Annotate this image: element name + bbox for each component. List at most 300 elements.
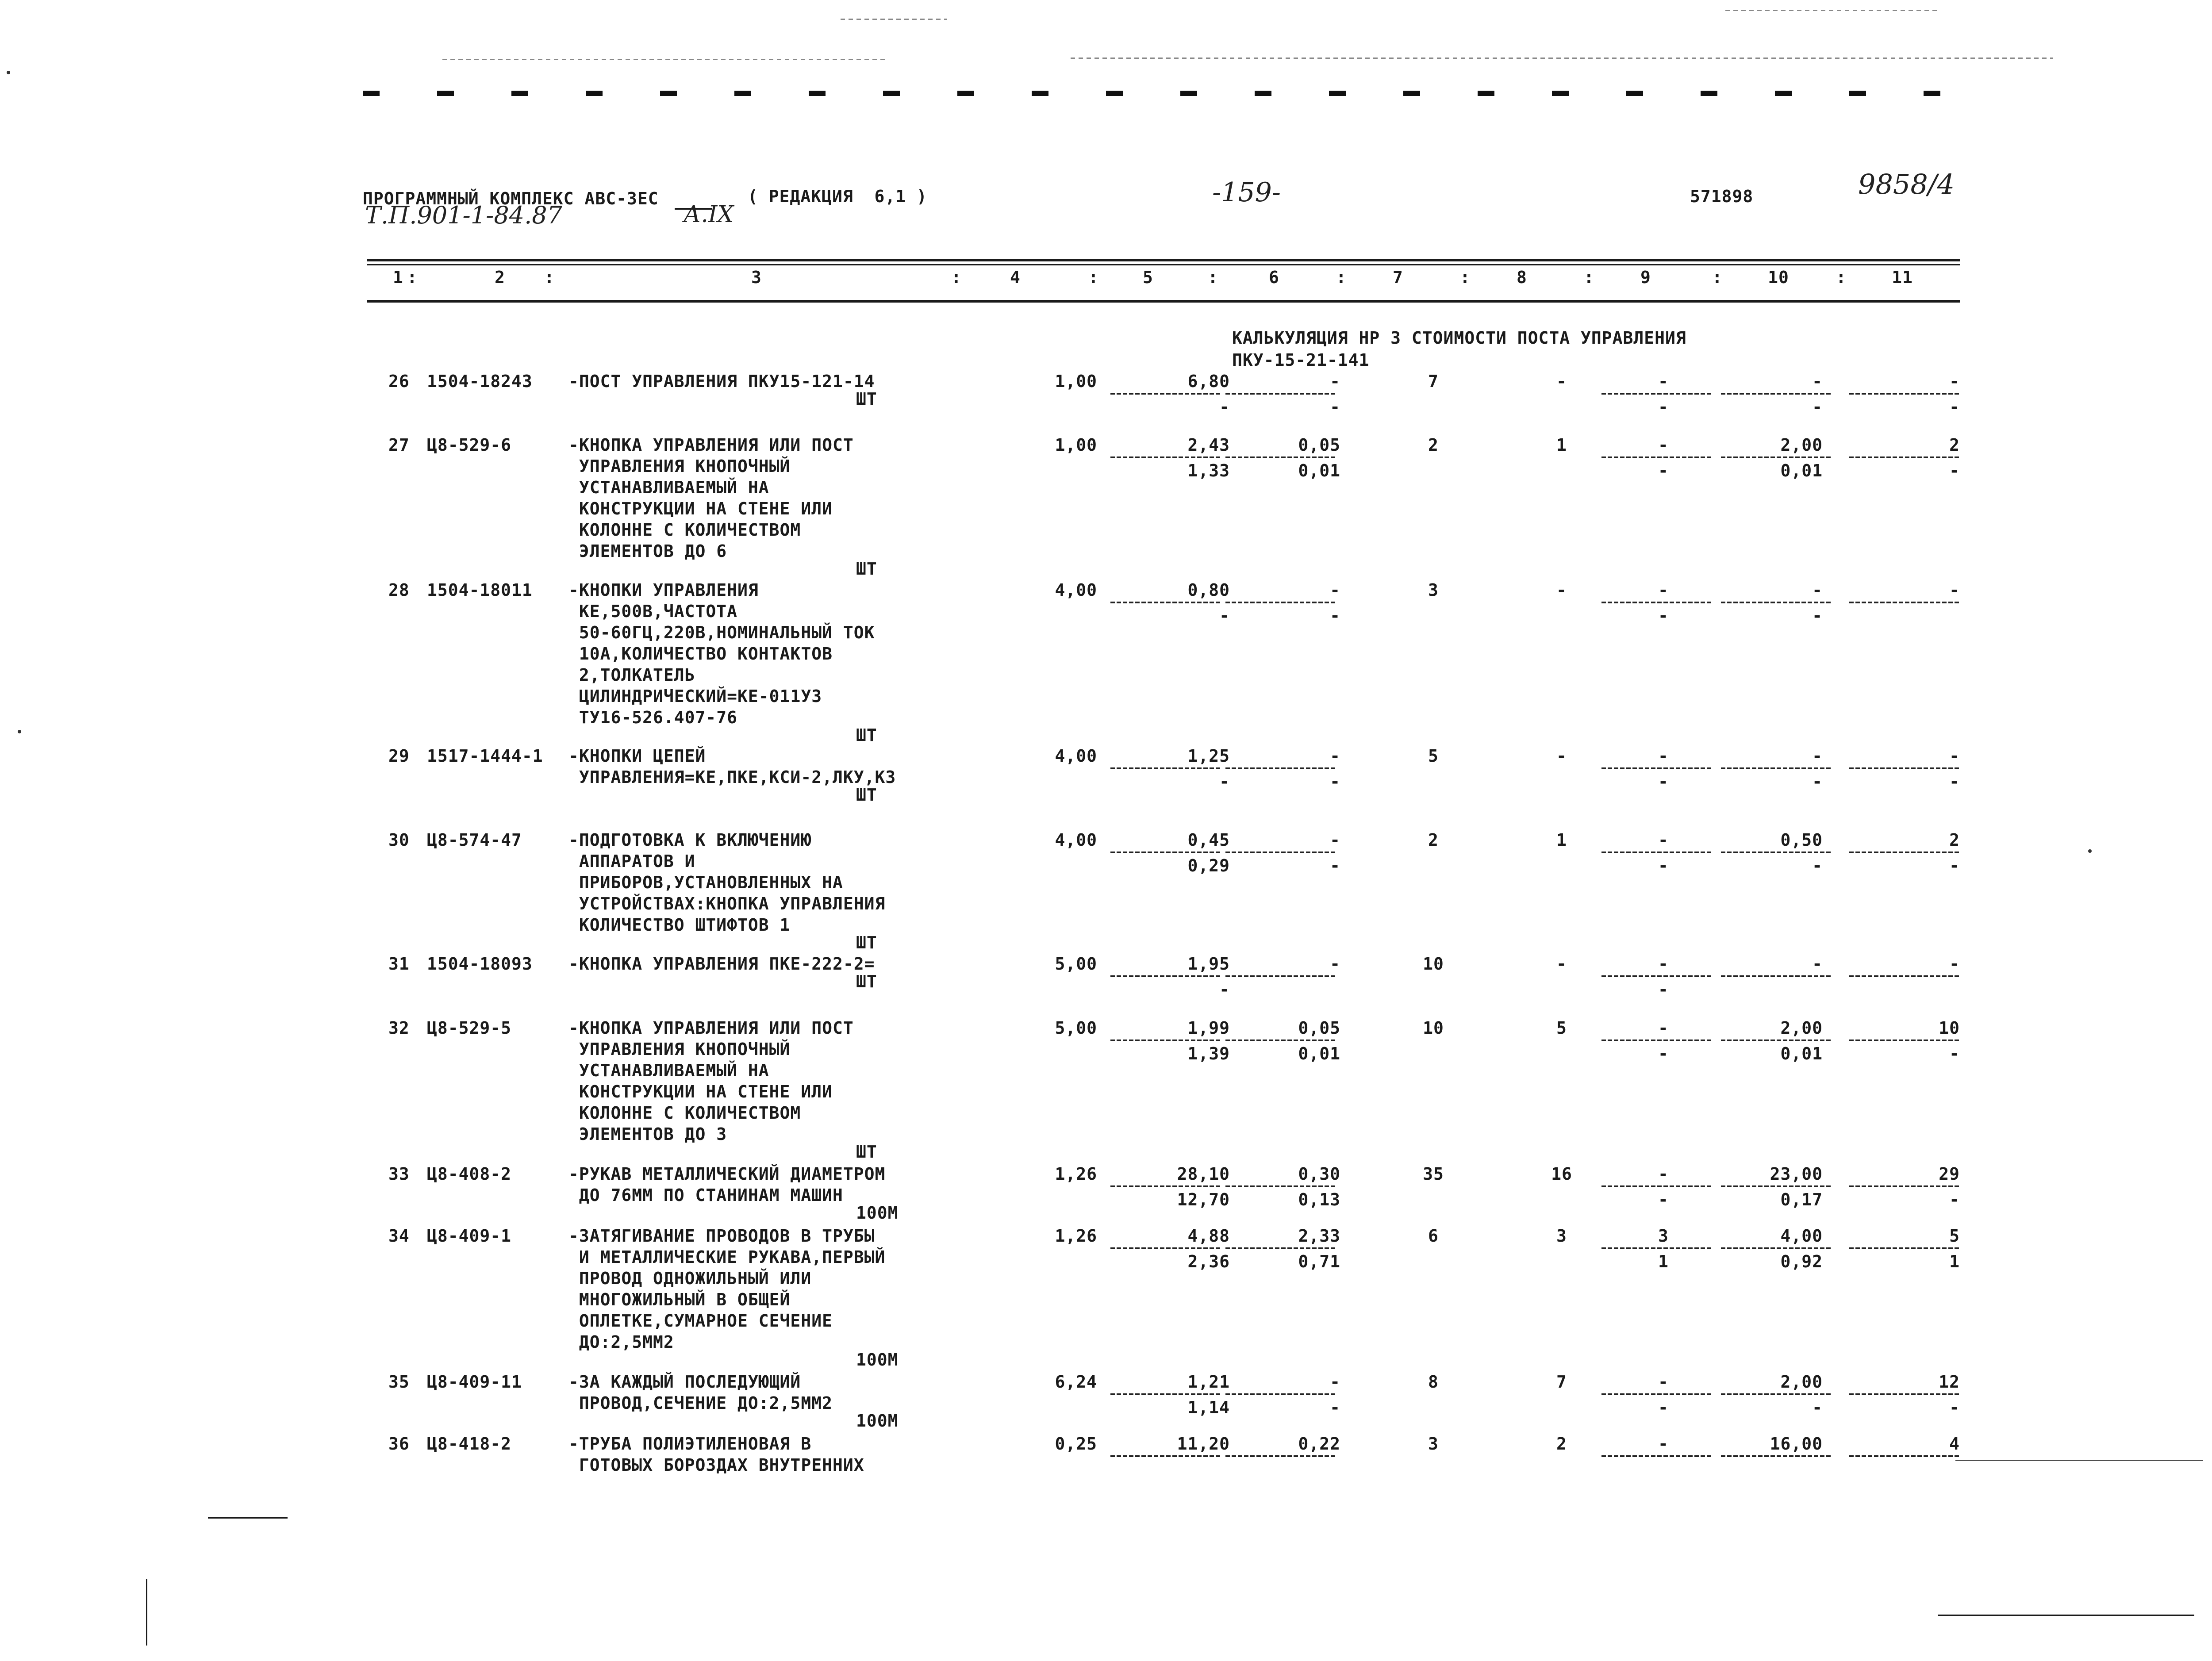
column-separator: : — [1460, 268, 1471, 287]
column-separator: : — [1712, 268, 1723, 287]
row-value-c10: - — [1812, 746, 1823, 766]
row-value-c9: - — [1658, 1434, 1669, 1454]
row-code: 1504-18011 — [427, 580, 533, 600]
row-value-c11: 2 — [1949, 435, 1960, 455]
row-description-line: -ТРУБА ПОЛИЭТИЛЕНОВАЯ В — [568, 1434, 812, 1454]
row-value-c7: 2 — [1428, 435, 1439, 455]
row-value-c8: 1 — [1556, 435, 1567, 455]
row-divider-c9 — [1601, 1247, 1712, 1249]
row-divider-c5 — [1110, 767, 1221, 769]
row-unit: 100М — [856, 1411, 899, 1431]
row-divider-c10 — [1721, 456, 1832, 458]
row-subvalue-c6: 0,71 — [1298, 1252, 1340, 1271]
row-value-c8: - — [1556, 746, 1567, 766]
row-subvalue-c5: - — [1219, 606, 1230, 625]
row-value-c8: - — [1556, 580, 1567, 600]
column-separator: : — [1584, 268, 1594, 287]
perforation-dashes — [363, 91, 1955, 96]
row-description-line: -КНОПКА УПРАВЛЕНИЯ ИЛИ ПОСТ — [568, 1018, 854, 1038]
row-divider-c11 — [1849, 1040, 1960, 1041]
row-description-line: И МЕТАЛЛИЧЕСКИЕ РУКАВА,ПЕРВЫЙ — [568, 1247, 886, 1267]
page-number: -159- — [1212, 177, 1281, 208]
row-number: 26 — [388, 372, 410, 391]
row-unit: 100М — [856, 1350, 899, 1369]
row-code: Ц8-408-2 — [427, 1164, 512, 1184]
scan-mark — [208, 1517, 288, 1519]
row-description-line: 2,ТОЛКАТЕЛЬ — [568, 665, 695, 685]
row-divider-c9 — [1601, 1185, 1712, 1187]
row-divider-c5 — [1110, 1455, 1221, 1457]
column-header-1: 1 — [393, 268, 403, 287]
row-description-line: УПРАВЛЕНИЯ КНОПОЧНЫЙ — [568, 1040, 791, 1059]
row-number: 27 — [388, 435, 410, 455]
row-divider-c5 — [1110, 975, 1221, 977]
row-unit: ШТ — [856, 1142, 877, 1162]
column-header-6: 6 — [1269, 268, 1279, 287]
row-value-c8: 7 — [1556, 1372, 1567, 1392]
row-value-c6: - — [1330, 830, 1340, 850]
column-separator: : — [1208, 268, 1218, 287]
row-value-c7: 2 — [1428, 830, 1439, 850]
document-code: 571898 — [1690, 187, 1754, 206]
row-subvalue-c5: 1,14 — [1187, 1398, 1230, 1417]
row-divider-c9 — [1601, 1393, 1712, 1395]
row-subvalue-c6: 0,01 — [1298, 1044, 1340, 1063]
row-number: 32 — [388, 1018, 410, 1038]
row-value-c7: 35 — [1423, 1164, 1444, 1184]
row-unit: ШТ — [856, 559, 877, 579]
row-number: 33 — [388, 1164, 410, 1184]
row-subvalue-c10: 0,01 — [1780, 1044, 1823, 1063]
project-number: Т.П.901-1-84.87 — [365, 201, 562, 229]
row-value-c11: - — [1949, 372, 1960, 391]
row-value-c7: 5 — [1428, 746, 1439, 766]
row-subvalue-c10: - — [1812, 772, 1823, 791]
row-divider-c6 — [1225, 602, 1336, 603]
row-subvalue-c6: 0,01 — [1298, 461, 1340, 480]
row-value-c5: 1,25 — [1187, 746, 1230, 766]
row-divider-c10 — [1721, 393, 1832, 395]
row-value-c8: 2 — [1556, 1434, 1567, 1454]
row-description-line: КЕ,500В,ЧАСТОТА — [568, 602, 738, 621]
row-subvalue-c6: 0,13 — [1298, 1190, 1340, 1209]
row-divider-c6 — [1225, 393, 1336, 395]
row-subvalue-c10: 0,92 — [1780, 1252, 1823, 1271]
row-divider-c9 — [1601, 852, 1712, 853]
row-description-line: ЭЛЕМЕНТОВ ДО 3 — [568, 1124, 727, 1144]
row-divider-c11 — [1849, 393, 1960, 395]
row-code: Ц8-574-47 — [427, 830, 522, 850]
row-quantity: 1,26 — [1055, 1164, 1097, 1184]
row-divider-c11 — [1849, 1393, 1960, 1395]
row-value-c7: 8 — [1428, 1372, 1439, 1392]
row-description-line: КОЛОННЕ С КОЛИЧЕСТВОМ — [568, 1103, 801, 1123]
row-value-c8: 5 — [1556, 1018, 1567, 1038]
row-divider-c9 — [1601, 975, 1712, 977]
row-value-c5: 4,88 — [1187, 1226, 1230, 1246]
row-quantity: 4,00 — [1055, 830, 1097, 850]
row-description-line: МНОГОЖИЛЬНЫЙ В ОБЩЕЙ — [568, 1290, 791, 1309]
row-divider-c6 — [1225, 1040, 1336, 1041]
column-header-11: 11 — [1892, 268, 1913, 287]
row-subvalue-c6: - — [1330, 606, 1340, 625]
row-value-c5: 28,10 — [1177, 1164, 1230, 1184]
row-value-c9: - — [1658, 580, 1669, 600]
row-description-line: -КНОПКА УПРАВЛЕНИЯ ИЛИ ПОСТ — [568, 435, 854, 455]
row-divider-c5 — [1110, 393, 1221, 395]
row-value-c5: 1,99 — [1187, 1018, 1230, 1038]
row-divider-c11 — [1849, 456, 1960, 458]
row-quantity: 1,00 — [1055, 372, 1097, 391]
column-separator: : — [1836, 268, 1847, 287]
scan-mark — [1955, 1460, 2203, 1461]
row-description-line: ЦИЛИНДРИЧЕСКИЙ=КЕ-011УЗ — [568, 687, 822, 706]
column-header-3: 3 — [751, 268, 762, 287]
row-value-c7: 10 — [1423, 1018, 1444, 1038]
row-quantity: 5,00 — [1055, 954, 1097, 974]
row-subvalue-c10: - — [1812, 397, 1823, 417]
row-subvalue-c11: - — [1949, 397, 1960, 417]
row-value-c6: 2,33 — [1298, 1226, 1340, 1246]
row-subvalue-c9: - — [1658, 772, 1669, 791]
row-value-c7: 7 — [1428, 372, 1439, 391]
row-divider-c5 — [1110, 602, 1221, 603]
row-divider-c6 — [1225, 1455, 1336, 1457]
row-value-c11: 4 — [1949, 1434, 1960, 1454]
row-value-c11: - — [1949, 746, 1960, 766]
row-value-c9: - — [1658, 435, 1669, 455]
row-subvalue-c6: - — [1330, 856, 1340, 875]
row-unit: ШТ — [856, 972, 877, 991]
row-quantity: 4,00 — [1055, 580, 1097, 600]
row-subvalue-c9: - — [1658, 980, 1669, 999]
row-divider-c6 — [1225, 1393, 1336, 1395]
row-subvalue-c9: 1 — [1658, 1252, 1669, 1271]
row-value-c10: - — [1812, 580, 1823, 600]
handwritten-reference: 9858/4 — [1858, 168, 1955, 200]
row-code: Ц8-409-1 — [427, 1226, 512, 1246]
row-value-c8: 3 — [1556, 1226, 1567, 1246]
row-divider-c5 — [1110, 852, 1221, 853]
row-value-c7: 3 — [1428, 580, 1439, 600]
top-scan-line — [1725, 10, 1938, 11]
row-description-line: ПРОВОД,СЕЧЕНИЕ ДО:2,5ММ2 — [568, 1393, 833, 1413]
row-divider-c6 — [1225, 456, 1336, 458]
row-subvalue-c10: - — [1812, 606, 1823, 625]
row-code: Ц8-529-6 — [427, 435, 512, 455]
row-divider-c11 — [1849, 1185, 1960, 1187]
row-code: 1517-1444-1 — [427, 746, 543, 766]
row-subvalue-c9: - — [1658, 606, 1669, 625]
row-description-line: -ЗАТЯГИВАНИЕ ПРОВОДОВ В ТРУБЫ — [568, 1226, 875, 1246]
row-value-c6: - — [1330, 580, 1340, 600]
row-value-c11: 2 — [1949, 830, 1960, 850]
row-value-c6: 0,05 — [1298, 435, 1340, 455]
row-number: 28 — [388, 580, 410, 600]
row-value-c9: - — [1658, 954, 1669, 974]
program-title: ПРОГРАММНЫЙ КОМПЛЕКС АВС-3ЕС — [363, 189, 659, 208]
row-quantity: 4,00 — [1055, 746, 1097, 766]
row-divider-c10 — [1721, 1040, 1832, 1041]
row-divider-c6 — [1225, 1185, 1336, 1187]
row-value-c5: 11,20 — [1177, 1434, 1230, 1454]
row-value-c5: 6,80 — [1187, 372, 1230, 391]
row-value-c6: - — [1330, 1372, 1340, 1392]
row-description-line: ДО 76ММ ПО СТАНИНАМ МАШИН — [568, 1185, 843, 1205]
column-header-7: 7 — [1393, 268, 1403, 287]
row-subvalue-c5: 1,39 — [1187, 1044, 1230, 1063]
row-subvalue-c11: - — [1949, 772, 1960, 791]
row-value-c10: 16,00 — [1770, 1434, 1823, 1454]
row-quantity: 1,26 — [1055, 1226, 1097, 1246]
row-value-c6: - — [1330, 372, 1340, 391]
row-code: 1504-18093 — [427, 954, 533, 974]
row-description-line: КОЛОННЕ С КОЛИЧЕСТВОМ — [568, 520, 801, 540]
row-number: 35 — [388, 1372, 410, 1392]
row-divider-c11 — [1849, 602, 1960, 603]
row-divider-c9 — [1601, 1455, 1712, 1457]
row-divider-c5 — [1110, 1040, 1221, 1041]
row-description-line: ОПЛЕТКЕ,СУМАРНОЕ СЕЧЕНИЕ — [568, 1311, 833, 1331]
row-subvalue-c9: - — [1658, 397, 1669, 417]
row-subvalue-c9: - — [1658, 856, 1669, 875]
row-value-c9: - — [1658, 1164, 1669, 1184]
row-value-c8: - — [1556, 954, 1567, 974]
album-number: А.IX — [684, 201, 734, 228]
top-scan-line — [841, 19, 947, 20]
row-subvalue-c6: - — [1330, 772, 1340, 791]
table-top-rule-2 — [367, 264, 1960, 265]
row-value-c5: 0,80 — [1187, 580, 1230, 600]
row-code: Ц8-409-11 — [427, 1372, 522, 1392]
row-value-c9: 3 — [1658, 1226, 1669, 1246]
edition-label: ( РЕДАКЦИЯ 6,1 ) — [748, 187, 927, 206]
row-number: 29 — [388, 746, 410, 766]
row-subvalue-c6: - — [1330, 397, 1340, 417]
row-description-line: -КНОПКИ ЦЕПЕЙ — [568, 746, 706, 766]
scan-mark — [1938, 1615, 2194, 1616]
row-value-c10: 2,00 — [1780, 1372, 1823, 1392]
row-description-line: 50-60ГЦ,220В,НОМИНАЛЬНЫЙ ТОК — [568, 623, 875, 642]
row-description-line: ЭЛЕМЕНТОВ ДО 6 — [568, 541, 727, 561]
row-value-c10: 0,50 — [1780, 830, 1823, 850]
row-subvalue-c11: - — [1949, 1398, 1960, 1417]
column-header-10: 10 — [1768, 268, 1789, 287]
row-value-c5: 0,45 — [1187, 830, 1230, 850]
row-value-c11: 5 — [1949, 1226, 1960, 1246]
row-description-line: ПРОВОД ОДНОЖИЛЬНЫЙ ИЛИ — [568, 1269, 812, 1288]
row-value-c6: 0,30 — [1298, 1164, 1340, 1184]
row-subvalue-c10: 0,01 — [1780, 461, 1823, 480]
row-description-line: КОНСТРУКЦИИ НА СТЕНЕ ИЛИ — [568, 1082, 833, 1101]
row-description-line: 10А,КОЛИЧЕСТВО КОНТАКТОВ — [568, 644, 833, 664]
row-subvalue-c5: - — [1219, 980, 1230, 999]
row-value-c8: 1 — [1556, 830, 1567, 850]
row-value-c5: 1,21 — [1187, 1372, 1230, 1392]
row-description-line: УСТАНАВЛИВАЕМЫЙ НА — [568, 478, 769, 497]
row-description-line: АППАРАТОВ И — [568, 852, 695, 871]
row-value-c11: 29 — [1939, 1164, 1960, 1184]
row-divider-c10 — [1721, 1247, 1832, 1249]
top-scan-line — [442, 59, 885, 60]
row-description-line: ДО:2,5ММ2 — [568, 1332, 674, 1352]
row-divider-c11 — [1849, 852, 1960, 853]
row-description-line: УСТРОЙСТВАХ:КНОПКА УПРАВЛЕНИЯ — [568, 894, 886, 913]
row-value-c10: 4,00 — [1780, 1226, 1823, 1246]
row-description-line: -ПОДГОТОВКА К ВКЛЮЧЕНИЮ — [568, 830, 812, 850]
row-subvalue-c5: 2,36 — [1187, 1252, 1230, 1271]
row-subvalue-c11: 1 — [1949, 1252, 1960, 1271]
row-description-line: ТУ16-526.407-76 — [568, 708, 738, 727]
row-quantity: 1,00 — [1055, 435, 1097, 455]
row-quantity: 6,24 — [1055, 1372, 1097, 1392]
scan-speck — [2088, 849, 2092, 853]
row-value-c11: 10 — [1939, 1018, 1960, 1038]
row-value-c9: - — [1658, 372, 1669, 391]
row-unit: ШТ — [856, 933, 877, 952]
calculation-subtitle: ПКУ-15-21-141 — [1232, 350, 1370, 370]
row-divider-c10 — [1721, 852, 1832, 853]
row-code: Ц8-418-2 — [427, 1434, 512, 1454]
row-subvalue-c9: - — [1658, 461, 1669, 480]
row-divider-c9 — [1601, 767, 1712, 769]
row-value-c5: 2,43 — [1187, 435, 1230, 455]
row-quantity: 5,00 — [1055, 1018, 1097, 1038]
row-divider-c9 — [1601, 393, 1712, 395]
row-subvalue-c5: 1,33 — [1187, 461, 1230, 480]
row-divider-c5 — [1110, 1393, 1221, 1395]
scan-speck — [7, 71, 10, 74]
row-divider-c10 — [1721, 1393, 1832, 1395]
row-code: Ц8-529-5 — [427, 1018, 512, 1038]
row-subvalue-c5: - — [1219, 397, 1230, 417]
row-divider-c6 — [1225, 1247, 1336, 1249]
row-divider-c10 — [1721, 767, 1832, 769]
row-value-c8: 16 — [1551, 1164, 1572, 1184]
row-description-line: УПРАВЛЕНИЯ КНОПОЧНЫЙ — [568, 456, 791, 476]
row-divider-c11 — [1849, 1455, 1960, 1457]
row-value-c6: - — [1330, 954, 1340, 974]
row-divider-c5 — [1110, 1247, 1221, 1249]
row-description-line: ПРИБОРОВ,УСТАНОВЛЕННЫХ НА — [568, 873, 843, 892]
row-subvalue-c9: - — [1658, 1398, 1669, 1417]
row-description-line: -ПОСТ УПРАВЛЕНИЯ ПКУ15-121-14 — [568, 372, 875, 391]
row-divider-c6 — [1225, 975, 1336, 977]
row-divider-c10 — [1721, 1455, 1832, 1457]
row-description-line: УСТАНАВЛИВАЕМЫЙ НА — [568, 1061, 769, 1080]
row-value-c7: 6 — [1428, 1226, 1439, 1246]
row-value-c9: - — [1658, 830, 1669, 850]
row-subvalue-c11: - — [1949, 1044, 1960, 1063]
column-separator: : — [544, 268, 555, 287]
row-value-c10: 2,00 — [1780, 1018, 1823, 1038]
row-unit: ШТ — [856, 389, 877, 409]
row-value-c6: 0,05 — [1298, 1018, 1340, 1038]
row-divider-c11 — [1849, 975, 1960, 977]
row-unit: ШТ — [856, 725, 877, 745]
row-value-c10: - — [1812, 372, 1823, 391]
row-divider-c9 — [1601, 1040, 1712, 1041]
row-value-c11: - — [1949, 580, 1960, 600]
column-separator: : — [1336, 268, 1347, 287]
column-header-5: 5 — [1143, 268, 1153, 287]
row-divider-c6 — [1225, 852, 1336, 853]
row-number: 30 — [388, 830, 410, 850]
row-value-c9: - — [1658, 1372, 1669, 1392]
row-divider-c10 — [1721, 975, 1832, 977]
row-value-c7: 10 — [1423, 954, 1444, 974]
row-divider-c5 — [1110, 1185, 1221, 1187]
row-description-line: КОНСТРУКЦИИ НА СТЕНЕ ИЛИ — [568, 499, 833, 518]
row-description-line: -КНОПКИ УПРАВЛЕНИЯ — [568, 580, 759, 600]
row-subvalue-c5: 0,29 — [1187, 856, 1230, 875]
row-quantity: 0,25 — [1055, 1434, 1097, 1454]
row-value-c10: 2,00 — [1780, 435, 1823, 455]
row-subvalue-c6: - — [1330, 1398, 1340, 1417]
column-separator: : — [951, 268, 962, 287]
row-subvalue-c10: - — [1812, 1398, 1823, 1417]
table-header-bottom-rule — [367, 300, 1960, 303]
column-separator: : — [1088, 268, 1099, 287]
row-number: 31 — [388, 954, 410, 974]
row-subvalue-c9: - — [1658, 1190, 1669, 1209]
row-subvalue-c11: - — [1949, 856, 1960, 875]
column-header-8: 8 — [1517, 268, 1527, 287]
row-value-c5: 1,95 — [1187, 954, 1230, 974]
row-description-line: ГОТОВЫХ БОРОЗДАХ ВНУТРЕННИХ — [568, 1455, 864, 1475]
table-top-rule — [367, 259, 1960, 261]
row-divider-c11 — [1849, 1247, 1960, 1249]
row-description-line: КОЛИЧЕСТВО ШТИФТОВ 1 — [568, 915, 791, 935]
row-description-line: -РУКАВ МЕТАЛЛИЧЕСКИЙ ДИАМЕТРОМ — [568, 1164, 886, 1184]
row-value-c9: - — [1658, 746, 1669, 766]
row-value-c7: 3 — [1428, 1434, 1439, 1454]
row-number: 36 — [388, 1434, 410, 1454]
row-description-line: -ЗА КАЖДЫЙ ПОСЛЕДУЮЩИЙ — [568, 1372, 801, 1392]
scan-mark — [146, 1579, 147, 1646]
row-value-c11: 12 — [1939, 1372, 1960, 1392]
row-unit: ШТ — [856, 785, 877, 805]
row-description-line: -КНОПКА УПРАВЛЕНИЯ ПКЕ-222-2= — [568, 954, 875, 974]
row-subvalue-c10: 0,17 — [1780, 1190, 1823, 1209]
column-header-4: 4 — [1010, 268, 1021, 287]
row-divider-c5 — [1110, 456, 1221, 458]
column-header-9: 9 — [1640, 268, 1651, 287]
row-divider-c6 — [1225, 767, 1336, 769]
row-value-c6: 0,22 — [1298, 1434, 1340, 1454]
column-header-2: 2 — [495, 268, 505, 287]
row-subvalue-c9: - — [1658, 1044, 1669, 1063]
row-subvalue-c11: - — [1949, 461, 1960, 480]
row-description-line: УПРАВЛЕНИЯ=КЕ,ПКЕ,КСИ-2,ЛКУ,КЗ — [568, 767, 896, 787]
scan-speck — [18, 730, 21, 733]
row-value-c10: - — [1812, 954, 1823, 974]
row-divider-c9 — [1601, 602, 1712, 603]
row-divider-c9 — [1601, 456, 1712, 458]
row-subvalue-c5: 12,70 — [1177, 1190, 1230, 1209]
row-value-c6: - — [1330, 746, 1340, 766]
row-value-c11: - — [1949, 954, 1960, 974]
row-divider-c11 — [1849, 767, 1960, 769]
row-divider-c10 — [1721, 1185, 1832, 1187]
row-value-c10: 23,00 — [1770, 1164, 1823, 1184]
row-unit: 100М — [856, 1203, 899, 1223]
row-subvalue-c5: - — [1219, 772, 1230, 791]
row-number: 34 — [388, 1226, 410, 1246]
top-scan-line — [1071, 58, 2053, 59]
row-subvalue-c10: - — [1812, 856, 1823, 875]
row-value-c8: - — [1556, 372, 1567, 391]
